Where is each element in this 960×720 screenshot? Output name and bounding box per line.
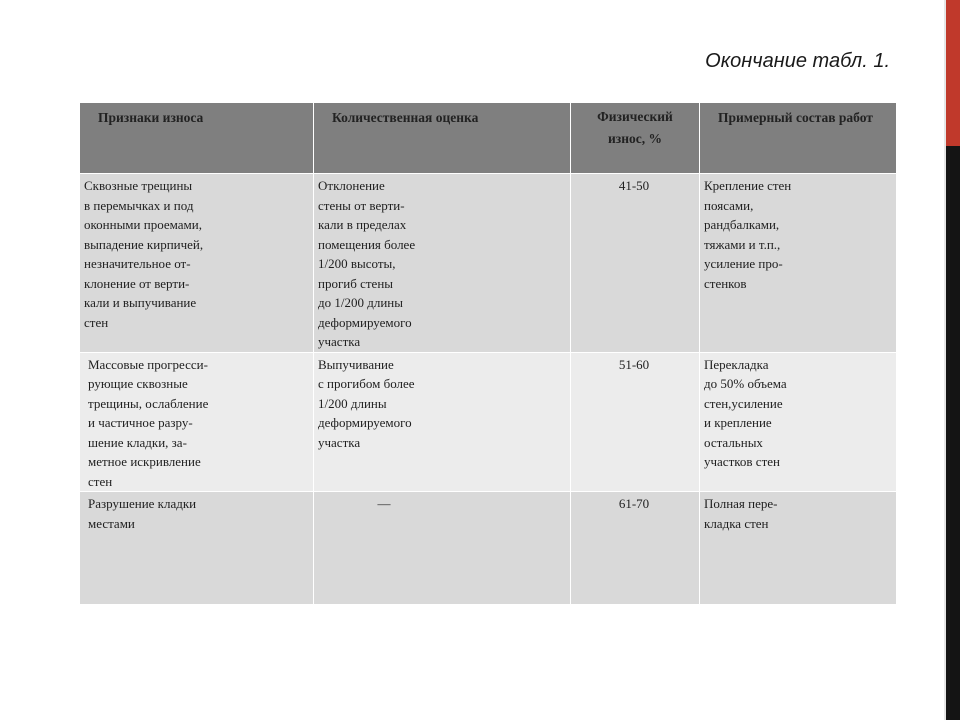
cell-assessment: — — [314, 492, 571, 605]
cell-signs: Массовые прогресси- рующие сквозные трещины, ослабление и частичное разру- шение кладки, за- метное искривление стен — [80, 352, 314, 492]
wear-table — [79, 102, 897, 605]
table-header-row — [80, 103, 897, 174]
table-row — [80, 492, 897, 605]
accent-bar-red — [946, 0, 960, 146]
accent-bar-dark — [946, 146, 960, 720]
header-assessment: Количественная оценка — [314, 103, 571, 174]
cell-wear: 51-60 — [571, 352, 700, 492]
cell-works: Крепление стен поясами, рандбалками, тяжами и т.п., усиление про- стенков — [700, 174, 897, 353]
table-row — [80, 352, 897, 492]
header-works: Примерный состав работ — [700, 103, 897, 174]
cell-wear: 41-50 — [571, 174, 700, 353]
table-row — [80, 174, 897, 353]
cell-wear: 61-70 — [571, 492, 700, 605]
cell-works: Полная пере- кладка стен — [700, 492, 897, 605]
cell-signs: Разрушение кладки местами — [80, 492, 314, 605]
page-title: Окончание табл. 1. — [705, 50, 890, 72]
cell-signs: Сквозные трещины в перемычках и под оконными проемами, выпадение кирпичей, незначительное от- клонение от верти- кали и выпучивание стен — [80, 174, 314, 353]
cell-assessment: Выпучивание с прогибом более 1/200 длины деформируемого участка — [314, 352, 571, 492]
cell-works: Перекладка до 50% объема стен,усиление и крепление остальных участков стен — [700, 352, 897, 492]
header-signs: Признаки износа — [80, 103, 314, 174]
cell-assessment: Отклонение стены от верти- кали в пределах помещения более 1/200 высоты, прогиб стены до 1/200 длины деформируемого участка — [314, 174, 571, 353]
header-wear: Физический износ, % — [571, 103, 700, 174]
